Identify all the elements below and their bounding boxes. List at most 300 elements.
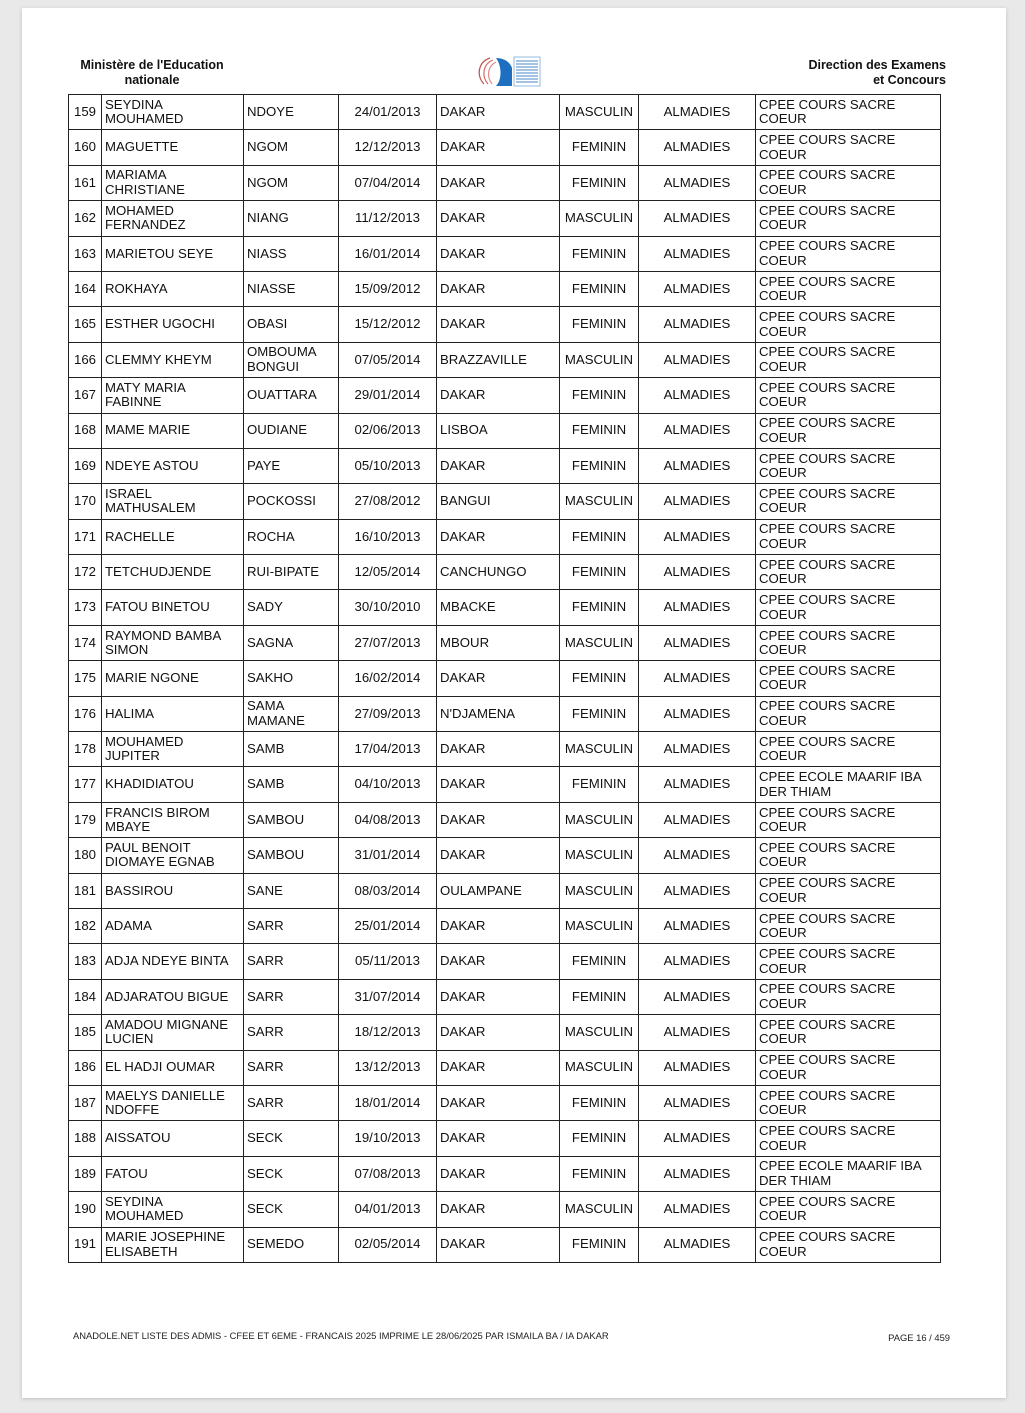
- cell-school: CPEE COURS SACRE COEUR: [756, 1050, 941, 1085]
- header-ministry-line2: nationale: [124, 73, 180, 87]
- cell-birth-date: 31/01/2014: [339, 838, 437, 873]
- cell-last-name: SARR: [244, 1050, 339, 1085]
- cell-birth-date: 07/05/2014: [339, 342, 437, 377]
- cell-row-number: 160: [69, 130, 102, 165]
- table-row: [69, 767, 941, 802]
- cell-first-names: FATOU: [102, 1156, 244, 1191]
- cell-first-names: ESTHER UGOCHI: [102, 307, 244, 342]
- cell-birth-place: DAKAR: [437, 448, 560, 483]
- cell-gender: FEMININ: [560, 767, 639, 802]
- cell-last-name: SARR: [244, 908, 339, 943]
- table-row: [69, 130, 941, 165]
- table-row: [69, 625, 941, 660]
- cell-last-name: SEMEDO: [244, 1227, 339, 1262]
- cell-row-number: 167: [69, 378, 102, 413]
- cell-school: CPEE COURS SACRE COEUR: [756, 555, 941, 590]
- cell-birth-place: DAKAR: [437, 1015, 560, 1050]
- footer-page-number: PAGE 16 / 459: [888, 1332, 950, 1343]
- cell-last-name: SAMBOU: [244, 838, 339, 873]
- cell-zone: ALMADIES: [639, 95, 756, 130]
- cell-last-name: SADY: [244, 590, 339, 625]
- cell-first-names: HALIMA: [102, 696, 244, 731]
- cell-zone: ALMADIES: [639, 1156, 756, 1191]
- table-row: [69, 944, 941, 979]
- cell-birth-date: 07/04/2014: [339, 165, 437, 200]
- cell-row-number: 183: [69, 944, 102, 979]
- cell-zone: ALMADIES: [639, 1085, 756, 1120]
- cell-gender: FEMININ: [560, 944, 639, 979]
- cell-birth-place: DAKAR: [437, 908, 560, 943]
- cell-gender: MASCULIN: [560, 95, 639, 130]
- cell-birth-place: CANCHUNGO: [437, 555, 560, 590]
- cell-first-names: TETCHUDJENDE: [102, 555, 244, 590]
- cell-birth-place: DAKAR: [437, 519, 560, 554]
- cell-gender: MASCULIN: [560, 342, 639, 377]
- cell-birth-place: DAKAR: [437, 1085, 560, 1120]
- cell-gender: FEMININ: [560, 165, 639, 200]
- cell-school: CPEE COURS SACRE COEUR: [756, 378, 941, 413]
- cell-gender: FEMININ: [560, 1121, 639, 1156]
- cell-school: CPEE COURS SACRE COEUR: [756, 201, 941, 236]
- cell-zone: ALMADIES: [639, 271, 756, 306]
- cell-row-number: 161: [69, 165, 102, 200]
- cell-last-name: NIASS: [244, 236, 339, 271]
- cell-birth-place: DAKAR: [437, 838, 560, 873]
- cell-zone: ALMADIES: [639, 201, 756, 236]
- cell-birth-place: BRAZZAVILLE: [437, 342, 560, 377]
- cell-birth-date: 05/10/2013: [339, 448, 437, 483]
- cell-birth-date: 05/11/2013: [339, 944, 437, 979]
- cell-zone: ALMADIES: [639, 484, 756, 519]
- cell-row-number: 182: [69, 908, 102, 943]
- cell-zone: ALMADIES: [639, 236, 756, 271]
- cell-last-name: SARR: [244, 979, 339, 1014]
- cell-gender: MASCULIN: [560, 484, 639, 519]
- cell-zone: ALMADIES: [639, 625, 756, 660]
- cell-row-number: 174: [69, 625, 102, 660]
- table-row: [69, 201, 941, 236]
- cell-last-name: NDOYE: [244, 95, 339, 130]
- cell-last-name: OUDIANE: [244, 413, 339, 448]
- cell-row-number: 172: [69, 555, 102, 590]
- cell-zone: ALMADIES: [639, 944, 756, 979]
- cell-gender: MASCULIN: [560, 873, 639, 908]
- cell-row-number: 180: [69, 838, 102, 873]
- table-row: [69, 484, 941, 519]
- cell-first-names: ADAMA: [102, 908, 244, 943]
- cell-birth-date: 18/12/2013: [339, 1015, 437, 1050]
- cell-zone: ALMADIES: [639, 1192, 756, 1227]
- table-row: [69, 307, 941, 342]
- table-row: [69, 873, 941, 908]
- cell-zone: ALMADIES: [639, 555, 756, 590]
- table-row: [69, 271, 941, 306]
- cell-first-names: ISRAEL MATHUSALEM: [102, 484, 244, 519]
- table-row: [69, 448, 941, 483]
- cell-birth-date: 04/08/2013: [339, 802, 437, 837]
- cell-first-names: AMADOU MIGNANE LUCIEN: [102, 1015, 244, 1050]
- cell-gender: FEMININ: [560, 661, 639, 696]
- cell-first-names: EL HADJI OUMAR: [102, 1050, 244, 1085]
- cell-birth-date: 31/07/2014: [339, 979, 437, 1014]
- cell-school: CPEE COURS SACRE COEUR: [756, 802, 941, 837]
- cell-school: CPEE COURS SACRE COEUR: [756, 838, 941, 873]
- cell-birth-date: 19/10/2013: [339, 1121, 437, 1156]
- cell-first-names: MARIAMA CHRISTIANE: [102, 165, 244, 200]
- cell-last-name: SARR: [244, 1015, 339, 1050]
- cell-zone: ALMADIES: [639, 908, 756, 943]
- cell-birth-place: DAKAR: [437, 1156, 560, 1191]
- cell-birth-date: 12/12/2013: [339, 130, 437, 165]
- cell-row-number: 171: [69, 519, 102, 554]
- cell-row-number: 179: [69, 802, 102, 837]
- cell-gender: FEMININ: [560, 413, 639, 448]
- cell-row-number: 181: [69, 873, 102, 908]
- cell-row-number: 177: [69, 767, 102, 802]
- cell-zone: ALMADIES: [639, 307, 756, 342]
- cell-school: CPEE COURS SACRE COEUR: [756, 236, 941, 271]
- cell-last-name: OUATTARA: [244, 378, 339, 413]
- cell-school: CPEE COURS SACRE COEUR: [756, 873, 941, 908]
- cell-zone: ALMADIES: [639, 1121, 756, 1156]
- cell-last-name: SAMBOU: [244, 802, 339, 837]
- cell-birth-date: 18/01/2014: [339, 1085, 437, 1120]
- cell-birth-date: 07/08/2013: [339, 1156, 437, 1191]
- cell-gender: MASCULIN: [560, 908, 639, 943]
- cell-birth-date: 02/06/2013: [339, 413, 437, 448]
- table-row: [69, 590, 941, 625]
- cell-row-number: 178: [69, 732, 102, 767]
- table-row: [69, 1227, 941, 1262]
- cell-first-names: FATOU BINETOU: [102, 590, 244, 625]
- cell-birth-date: 17/04/2013: [339, 732, 437, 767]
- cell-first-names: PAUL BENOIT DIOMAYE EGNAB: [102, 838, 244, 873]
- cell-school: CPEE COURS SACRE COEUR: [756, 1192, 941, 1227]
- table-row: [69, 555, 941, 590]
- cell-last-name: ROCHA: [244, 519, 339, 554]
- cell-gender: FEMININ: [560, 1085, 639, 1120]
- cell-first-names: MARIE JOSEPHINE ELISABETH: [102, 1227, 244, 1262]
- cell-school: CPEE COURS SACRE COEUR: [756, 944, 941, 979]
- cell-first-names: RAYMOND BAMBA SIMON: [102, 625, 244, 660]
- footer-print-info: ANADOLE.NET LISTE DES ADMIS - CFEE ET 6EME - FRANCAIS 2025 IMPRIME LE 28/06/2025 PAR ISMAILA BA / IA DAKAR: [73, 1330, 609, 1341]
- cell-school: CPEE COURS SACRE COEUR: [756, 271, 941, 306]
- cell-row-number: 159: [69, 95, 102, 130]
- cell-birth-place: DAKAR: [437, 130, 560, 165]
- cell-first-names: ROKHAYA: [102, 271, 244, 306]
- table-row: [69, 696, 941, 731]
- cell-birth-date: 27/09/2013: [339, 696, 437, 731]
- cell-gender: FEMININ: [560, 555, 639, 590]
- cell-first-names: ADJARATOU BIGUE: [102, 979, 244, 1014]
- cell-birth-date: 15/12/2012: [339, 307, 437, 342]
- table-row: [69, 1156, 941, 1191]
- cell-zone: ALMADIES: [639, 802, 756, 837]
- cell-birth-place: DAKAR: [437, 767, 560, 802]
- table-row: [69, 1015, 941, 1050]
- cell-birth-place: DAKAR: [437, 1192, 560, 1227]
- cell-row-number: 176: [69, 696, 102, 731]
- cell-birth-date: 13/12/2013: [339, 1050, 437, 1085]
- cell-school: CPEE COURS SACRE COEUR: [756, 519, 941, 554]
- cell-zone: ALMADIES: [639, 838, 756, 873]
- cell-gender: MASCULIN: [560, 1015, 639, 1050]
- header-ministry: [62, 58, 242, 88]
- table-row: [69, 1121, 941, 1156]
- cell-school: CPEE COURS SACRE COEUR: [756, 908, 941, 943]
- cell-first-names: KHADIDIATOU: [102, 767, 244, 802]
- cell-row-number: 188: [69, 1121, 102, 1156]
- cell-birth-date: 08/03/2014: [339, 873, 437, 908]
- table-row: [69, 519, 941, 554]
- cell-first-names: MARIETOU SEYE: [102, 236, 244, 271]
- cell-row-number: 186: [69, 1050, 102, 1085]
- cell-row-number: 185: [69, 1015, 102, 1050]
- cell-first-names: MAME MARIE: [102, 413, 244, 448]
- cell-gender: FEMININ: [560, 448, 639, 483]
- cell-birth-date: 29/01/2014: [339, 378, 437, 413]
- cell-gender: MASCULIN: [560, 1050, 639, 1085]
- cell-row-number: 166: [69, 342, 102, 377]
- cell-gender: FEMININ: [560, 1227, 639, 1262]
- cell-first-names: AISSATOU: [102, 1121, 244, 1156]
- table-row: [69, 1050, 941, 1085]
- header-direction-line1: Direction des Examens: [808, 58, 946, 72]
- cell-zone: ALMADIES: [639, 378, 756, 413]
- cell-birth-place: DAKAR: [437, 165, 560, 200]
- cell-birth-place: MBACKE: [437, 590, 560, 625]
- cell-first-names: CLEMMY KHEYM: [102, 342, 244, 377]
- cell-zone: ALMADIES: [639, 1227, 756, 1262]
- table-row: [69, 165, 941, 200]
- cell-school: CPEE COURS SACRE COEUR: [756, 696, 941, 731]
- cell-last-name: SECK: [244, 1121, 339, 1156]
- cell-last-name: OMBOUMA BONGUI: [244, 342, 339, 377]
- cell-gender: FEMININ: [560, 519, 639, 554]
- cell-zone: ALMADIES: [639, 979, 756, 1014]
- cell-gender: MASCULIN: [560, 625, 639, 660]
- cell-school: CPEE COURS SACRE COEUR: [756, 661, 941, 696]
- cell-school: CPEE COURS SACRE COEUR: [756, 1227, 941, 1262]
- cell-birth-place: DAKAR: [437, 1227, 560, 1262]
- cell-school: CPEE COURS SACRE COEUR: [756, 1121, 941, 1156]
- header-direction: [776, 58, 946, 88]
- cell-birth-date: 04/01/2013: [339, 1192, 437, 1227]
- cell-last-name: NIANG: [244, 201, 339, 236]
- cell-school: CPEE ECOLE MAARIF IBA DER THIAM: [756, 1156, 941, 1191]
- table-row: [69, 413, 941, 448]
- cell-zone: ALMADIES: [639, 873, 756, 908]
- cell-first-names: SEYDINA MOUHAMED: [102, 95, 244, 130]
- cell-zone: ALMADIES: [639, 448, 756, 483]
- cell-birth-place: DAKAR: [437, 307, 560, 342]
- table-row: [69, 342, 941, 377]
- cell-last-name: POCKOSSI: [244, 484, 339, 519]
- cell-zone: ALMADIES: [639, 767, 756, 802]
- cell-birth-place: DAKAR: [437, 1121, 560, 1156]
- cell-last-name: SECK: [244, 1192, 339, 1227]
- cell-birth-date: 25/01/2014: [339, 908, 437, 943]
- cell-birth-place: DAKAR: [437, 95, 560, 130]
- cell-gender: MASCULIN: [560, 732, 639, 767]
- cell-first-names: MATY MARIA FABINNE: [102, 378, 244, 413]
- cell-gender: MASCULIN: [560, 1192, 639, 1227]
- document-page: [22, 8, 1006, 1398]
- cell-birth-date: 27/07/2013: [339, 625, 437, 660]
- table-row: [69, 979, 941, 1014]
- cell-gender: FEMININ: [560, 130, 639, 165]
- cell-birth-place: LISBOA: [437, 413, 560, 448]
- cell-birth-place: MBOUR: [437, 625, 560, 660]
- cell-school: CPEE COURS SACRE COEUR: [756, 95, 941, 130]
- table-row: [69, 95, 941, 130]
- table-row: [69, 1192, 941, 1227]
- cell-school: CPEE COURS SACRE COEUR: [756, 979, 941, 1014]
- cell-last-name: SECK: [244, 1156, 339, 1191]
- admitted-students-table: [68, 94, 941, 1263]
- cell-first-names: MARIE NGONE: [102, 661, 244, 696]
- cell-school: CPEE COURS SACRE COEUR: [756, 307, 941, 342]
- cell-school: CPEE COURS SACRE COEUR: [756, 413, 941, 448]
- cell-row-number: 189: [69, 1156, 102, 1191]
- cell-zone: ALMADIES: [639, 165, 756, 200]
- cell-row-number: 170: [69, 484, 102, 519]
- cell-zone: ALMADIES: [639, 1015, 756, 1050]
- cell-last-name: SAMA MAMANE: [244, 696, 339, 731]
- cell-zone: ALMADIES: [639, 661, 756, 696]
- cell-zone: ALMADIES: [639, 342, 756, 377]
- cell-birth-place: DAKAR: [437, 979, 560, 1014]
- cell-row-number: 191: [69, 1227, 102, 1262]
- cell-gender: FEMININ: [560, 307, 639, 342]
- cell-birth-place: DAKAR: [437, 732, 560, 767]
- cell-row-number: 165: [69, 307, 102, 342]
- cell-birth-place: DAKAR: [437, 271, 560, 306]
- cell-last-name: SAMB: [244, 767, 339, 802]
- cell-zone: ALMADIES: [639, 696, 756, 731]
- cell-birth-date: 04/10/2013: [339, 767, 437, 802]
- cell-school: CPEE COURS SACRE COEUR: [756, 342, 941, 377]
- cell-gender: FEMININ: [560, 271, 639, 306]
- cell-last-name: SAKHO: [244, 661, 339, 696]
- cell-gender: FEMININ: [560, 378, 639, 413]
- cell-zone: ALMADIES: [639, 130, 756, 165]
- cell-zone: ALMADIES: [639, 590, 756, 625]
- cell-last-name: SARR: [244, 1085, 339, 1120]
- cell-row-number: 190: [69, 1192, 102, 1227]
- cell-gender: FEMININ: [560, 979, 639, 1014]
- cell-school: CPEE COURS SACRE COEUR: [756, 625, 941, 660]
- header-direction-line2: et Concours: [873, 73, 946, 87]
- cell-school: CPEE COURS SACRE COEUR: [756, 165, 941, 200]
- cell-gender: FEMININ: [560, 236, 639, 271]
- cell-first-names: MAELYS DANIELLE NDOFFE: [102, 1085, 244, 1120]
- cell-last-name: SAGNA: [244, 625, 339, 660]
- cell-first-names: MAGUETTE: [102, 130, 244, 165]
- cell-last-name: NIASSE: [244, 271, 339, 306]
- cell-row-number: 163: [69, 236, 102, 271]
- cell-gender: FEMININ: [560, 696, 639, 731]
- table-body: [69, 95, 941, 1263]
- cell-first-names: RACHELLE: [102, 519, 244, 554]
- cell-birth-place: DAKAR: [437, 802, 560, 837]
- table-row: [69, 236, 941, 271]
- cell-birth-date: 12/05/2014: [339, 555, 437, 590]
- cell-last-name: SARR: [244, 944, 339, 979]
- cell-gender: MASCULIN: [560, 838, 639, 873]
- cell-birth-date: 15/09/2012: [339, 271, 437, 306]
- table-row: [69, 661, 941, 696]
- cell-birth-date: 02/05/2014: [339, 1227, 437, 1262]
- cell-row-number: 164: [69, 271, 102, 306]
- cell-first-names: FRANCIS BIROM MBAYE: [102, 802, 244, 837]
- cell-last-name: PAYE: [244, 448, 339, 483]
- cell-birth-place: DAKAR: [437, 378, 560, 413]
- cell-row-number: 173: [69, 590, 102, 625]
- cell-birth-place: N'DJAMENA: [437, 696, 560, 731]
- cell-birth-date: 16/01/2014: [339, 236, 437, 271]
- cell-zone: ALMADIES: [639, 732, 756, 767]
- cell-last-name: SANE: [244, 873, 339, 908]
- cell-row-number: 184: [69, 979, 102, 1014]
- cell-birth-place: DAKAR: [437, 1050, 560, 1085]
- cell-first-names: NDEYE ASTOU: [102, 448, 244, 483]
- cell-birth-place: DAKAR: [437, 236, 560, 271]
- cell-first-names: SEYDINA MOUHAMED: [102, 1192, 244, 1227]
- cell-last-name: NGOM: [244, 130, 339, 165]
- cell-gender: FEMININ: [560, 1156, 639, 1191]
- cell-birth-place: DAKAR: [437, 661, 560, 696]
- cell-last-name: SAMB: [244, 732, 339, 767]
- cell-school: CPEE COURS SACRE COEUR: [756, 1015, 941, 1050]
- cell-birth-date: 16/10/2013: [339, 519, 437, 554]
- table-row: [69, 908, 941, 943]
- cell-school: CPEE COURS SACRE COEUR: [756, 484, 941, 519]
- cell-school: CPEE ECOLE MAARIF IBA DER THIAM: [756, 767, 941, 802]
- cell-birth-date: 27/08/2012: [339, 484, 437, 519]
- cell-zone: ALMADIES: [639, 1050, 756, 1085]
- table-row: [69, 378, 941, 413]
- cell-school: CPEE COURS SACRE COEUR: [756, 448, 941, 483]
- cell-school: CPEE COURS SACRE COEUR: [756, 732, 941, 767]
- cell-birth-date: 30/10/2010: [339, 590, 437, 625]
- cell-birth-date: 11/12/2013: [339, 201, 437, 236]
- cell-gender: MASCULIN: [560, 802, 639, 837]
- cell-row-number: 175: [69, 661, 102, 696]
- cell-last-name: NGOM: [244, 165, 339, 200]
- cell-row-number: 162: [69, 201, 102, 236]
- cell-school: CPEE COURS SACRE COEUR: [756, 130, 941, 165]
- cell-zone: ALMADIES: [639, 519, 756, 554]
- cell-gender: MASCULIN: [560, 201, 639, 236]
- table-row: [69, 732, 941, 767]
- cell-birth-place: OULAMPANE: [437, 873, 560, 908]
- cell-school: CPEE COURS SACRE COEUR: [756, 590, 941, 625]
- cell-first-names: MOUHAMED JUPITER: [102, 732, 244, 767]
- cell-school: CPEE COURS SACRE COEUR: [756, 1085, 941, 1120]
- cell-birth-place: DAKAR: [437, 201, 560, 236]
- ministry-logo-icon: [474, 54, 544, 90]
- cell-first-names: MOHAMED FERNANDEZ: [102, 201, 244, 236]
- cell-row-number: 169: [69, 448, 102, 483]
- cell-first-names: BASSIROU: [102, 873, 244, 908]
- cell-gender: FEMININ: [560, 590, 639, 625]
- table-row: [69, 1085, 941, 1120]
- cell-row-number: 187: [69, 1085, 102, 1120]
- cell-birth-place: BANGUI: [437, 484, 560, 519]
- cell-birth-date: 16/02/2014: [339, 661, 437, 696]
- cell-last-name: RUI-BIPATE: [244, 555, 339, 590]
